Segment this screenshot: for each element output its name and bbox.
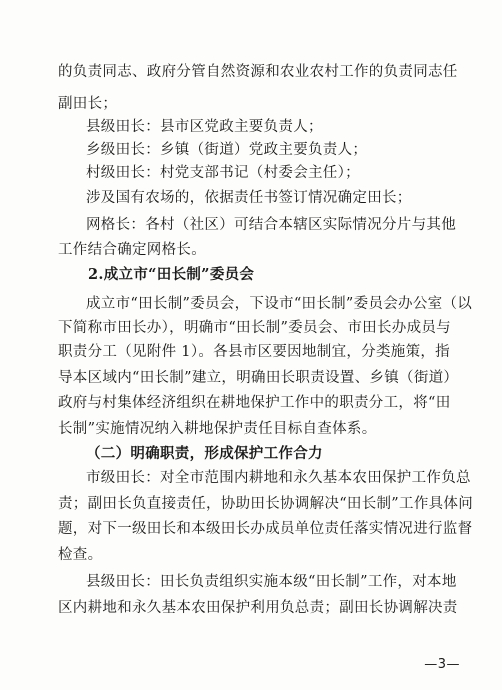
text-line: 县级田长：县市区党政主要负责人；	[86, 119, 323, 135]
text-line: 区内耕地和永久基本农田保护利用负总责；副田长协调解决责	[58, 600, 458, 616]
text-line: 职责分工（见附件 1）。各县市区要因地制宜，分类施策，指	[58, 344, 450, 360]
page-number: —3—	[424, 657, 460, 672]
text-line: 网格长：各村（社区）可结合本辖区实际情况分片与其他	[86, 217, 456, 233]
section-heading: （二）明确职责，形成保护工作合力	[86, 445, 323, 462]
text-line: 政府与村集体经济组织在耕地保护工作中的职责分工，将“田	[58, 395, 451, 411]
text-line: 成立市“田长制”委员会，下设市“田长制”委员会办公室（以	[86, 296, 473, 312]
text-line: 副田长；	[58, 96, 118, 112]
text-line: 工作结合确定网格长。	[58, 242, 206, 258]
text-line: 长制”实施情况纳入耕地保护责任目标自查体系。	[58, 421, 377, 437]
text-line: 下简称市田长办），明确市“田长制”委员会、市田长办成员与	[58, 320, 451, 336]
text-line: 村级田长：村党支部书记（村委会主任）；	[86, 165, 360, 181]
section-heading: 2.成立市“田长制”委员会	[88, 266, 255, 283]
text-line: 检查。	[58, 547, 103, 563]
text-line: 责；副田长负直接责任，协助田长协调解决“田长制”工作具体问	[58, 496, 474, 512]
text-line: 乡级田长：乡镇（街道）党政主要负责人；	[86, 142, 368, 158]
text-line: 县级田长：田长负责组织实施本级“田长制”工作，对本地	[86, 574, 457, 590]
text-line: 导本区域内“田长制”建立，明确田长职责设置、乡镇（街道）	[58, 370, 459, 386]
text-line: 题，对下一级田长和本级田长办成员单位责任落实情况进行监督	[58, 521, 473, 537]
text-line: 的负责同志、政府分管自然资源和农业农村工作的负责同志任	[58, 64, 458, 80]
text-line: 市级田长：对全市范围内耕地和永久基本农田保护工作负总	[86, 470, 471, 486]
text-line: 涉及国有农场的，依据责任书签订情况确定田长；	[86, 190, 412, 206]
